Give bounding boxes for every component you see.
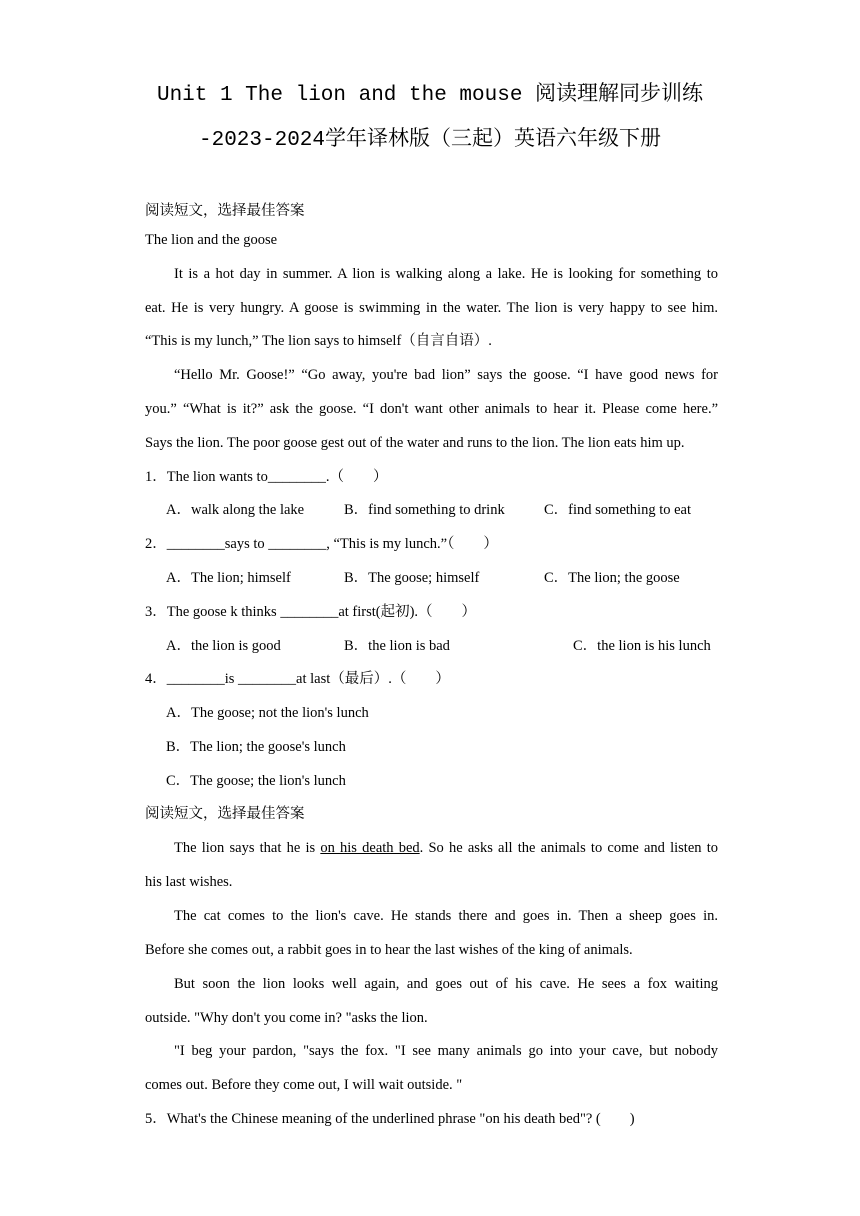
passage2-p1-before: The lion says that he is	[174, 840, 321, 856]
passage2-p4-line2: comes out. Before they come out, I will wait outside. "	[145, 1077, 463, 1093]
question-1-stem: 1．The lion wants to________.（ ）	[145, 469, 388, 485]
question-1-option-b: B．find something to drink	[344, 502, 505, 518]
passage2-p1-line1	[174, 838, 718, 858]
question-3-option-c: C．the lion is his lunch	[573, 638, 711, 654]
question-4-stem: 4．________is ________at last（最后）.（ ）	[145, 671, 450, 687]
passage1-p2-line3: Says the lion. The poor goose gest out of the water and runs to the lion. The lion eats him up.	[145, 435, 685, 451]
passage2-p3-line1: But soon the lion looks well again, and goes out of his cave. He sees a fox waiting	[174, 976, 718, 992]
passage1-p1-line2: eat. He is very hungry. A goose is swimming in the water. The lion is very happy to see him.	[145, 300, 718, 316]
question-2-option-b: B．The goose; himself	[344, 570, 480, 586]
passage1-p2-line2: you.” “What is it?” ask the goose. “I don't want other animals to hear it. Please come here.”	[145, 401, 718, 417]
question-3-stem: 3．The goose k thinks ________at first(起初).（ ）	[145, 604, 477, 620]
passage2-p3-line2: outside. "Why don't you come in? "asks the lion.	[145, 1010, 428, 1026]
title-line-2: -2023-2024学年译林版（三起）英语六年级下册	[198, 129, 662, 152]
question-2-stem: 2．________says to ________, “This is my lunch.”（ ）	[145, 536, 498, 552]
passage1-p1-line3: “This is my lunch,” The lion says to himself（自言自语）.	[145, 333, 492, 349]
section1-instruction: 阅读短文，选择最佳答案	[145, 203, 305, 219]
passage2-p1-after: . So he asks all the animals to come and listen to	[419, 840, 718, 856]
title-line-1: Unit 1 The lion and the mouse 阅读理解同步训练	[156, 84, 704, 107]
question-4-option-b: B．The lion; the goose's lunch	[166, 739, 346, 755]
question-5-stem: 5．What's the Chinese meaning of the underlined phrase "on his death bed"? ( )	[145, 1111, 635, 1127]
passage1-p1-line1: It is a hot day in summer. A lion is walking along a lake. He is looking for something to	[174, 266, 718, 282]
passage1-title: The lion and the goose	[145, 232, 278, 248]
section2-instruction: 阅读短文，选择最佳答案	[145, 806, 305, 822]
question-1-option-c: C．find something to eat	[544, 502, 691, 518]
passage2-p1-line2: his last wishes.	[145, 874, 233, 890]
passage2-p2-line2: Before she comes out, a rabbit goes in to hear the last wishes of the king of animals.	[145, 942, 633, 958]
question-2-option-c: C．The lion; the goose	[544, 570, 680, 586]
question-4-option-c: C．The goose; the lion's lunch	[166, 773, 346, 789]
question-3-option-a: A．the lion is good	[166, 638, 281, 654]
passage1-p2-line1: “Hello Mr. Goose!” “Go away, you're bad lion” says the goose. “I have good news for	[174, 367, 718, 383]
underlined-phrase: on his death bed	[320, 840, 420, 856]
passage2-p2-line1: The cat comes to the lion's cave. He stands there and goes in. Then a sheep goes in.	[174, 908, 718, 924]
question-1-option-a: A．walk along the lake	[166, 502, 305, 518]
question-3-option-b: B．the lion is bad	[344, 638, 450, 654]
passage2-p4-line1: "I beg your pardon, "says the fox. "I see many animals go into your cave, but nobody	[174, 1043, 718, 1059]
question-4-option-a: A．The goose; not the lion's lunch	[166, 705, 369, 721]
question-2-option-a: A．The lion; himself	[166, 570, 291, 586]
